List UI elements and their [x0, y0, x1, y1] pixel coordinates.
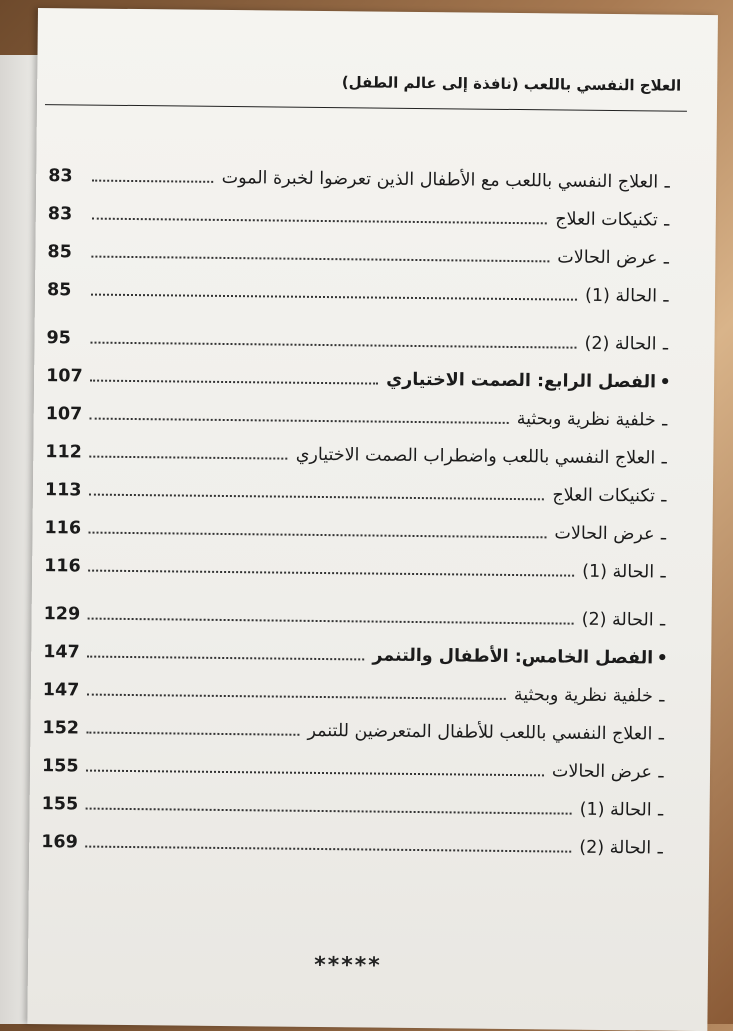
dot-leader [86, 808, 572, 815]
toc-row [44, 556, 672, 611]
toc-title: الحالة (1) [579, 799, 652, 821]
dot-leader [91, 294, 577, 301]
dot-leader [92, 180, 213, 183]
toc-row [48, 166, 676, 211]
toc-row [47, 242, 675, 287]
chapter-bullet: • [656, 648, 668, 669]
item-dash: ـ [660, 524, 667, 545]
dot-leader [90, 342, 576, 349]
toc-title: الحالة (2) [581, 609, 654, 631]
item-dash: ـ [663, 248, 670, 269]
page-number: 147 [43, 642, 80, 663]
running-head: العلاج النفسي باللعب (نافذة إلى عالم الطفل) [341, 73, 682, 95]
toc-row [45, 442, 673, 487]
toc-row [44, 518, 672, 563]
toc-row [42, 756, 670, 801]
toc-title: خلفية نظرية وبحثية [516, 409, 656, 431]
item-dash: ـ [657, 838, 663, 859]
toc-title: الحالة (1) [585, 285, 658, 307]
item-dash: ـ [661, 448, 667, 469]
dot-leader [92, 218, 547, 225]
item-dash: ـ [660, 562, 666, 583]
item-dash: ـ [664, 210, 670, 231]
item-dash: ـ [659, 610, 666, 631]
item-dash: ـ [662, 410, 668, 431]
dot-leader [85, 846, 571, 853]
page-number: 169 [41, 832, 78, 853]
page-number: 152 [42, 718, 80, 739]
toc-title: العلاج النفسي باللعب للأطفال المتعرضين للتنمر [307, 720, 653, 745]
page-number: 147 [42, 680, 80, 701]
dot-leader [88, 618, 574, 625]
toc-title: العلاج النفسي باللعب مع الأطفال الذين تعرضوا لخبرة الموت [221, 167, 659, 193]
dot-leader [86, 770, 544, 777]
dot-leader [88, 570, 574, 577]
dot-leader [90, 380, 378, 385]
header-rule [45, 104, 687, 112]
item-dash: ـ [663, 286, 669, 307]
item-dash: ـ [662, 334, 669, 355]
page-number: 155 [41, 794, 79, 815]
item-dash: ـ [658, 724, 665, 745]
toc-row [43, 680, 671, 725]
page-number: 83 [47, 204, 73, 225]
dot-leader [86, 732, 299, 736]
dot-leader [87, 694, 506, 700]
toc-title: العلاج النفسي باللعب واضطراب الصمت الاختياري [295, 444, 656, 469]
page-number: 85 [47, 242, 72, 263]
toc-title: الفصل الخامس: الأطفال والتنمر [372, 645, 654, 669]
dot-leader [91, 256, 549, 263]
item-dash: ـ [664, 172, 670, 193]
toc-title: تكنيكات العلاج [552, 485, 656, 507]
page-number: 107 [46, 366, 83, 387]
chapter-bullet: • [659, 372, 671, 393]
dot-leader [88, 532, 546, 539]
item-dash: ـ [658, 762, 664, 783]
item-dash: ـ [661, 486, 667, 507]
toc-title: عرض الحالات [554, 523, 655, 545]
toc-title: الحالة (1) [582, 561, 655, 583]
toc-title: الفصل الرابع: الصمت الاختياري [386, 369, 657, 393]
toc-row [47, 280, 675, 335]
toc-row [41, 832, 669, 877]
end-mark: ***** [314, 952, 382, 979]
page-number: 116 [44, 518, 82, 539]
toc-title: تكنيكات العلاج [555, 209, 658, 231]
toc-row [41, 794, 669, 839]
page-number: 85 [46, 280, 72, 301]
toc-row [42, 718, 670, 763]
page-number: 129 [43, 604, 81, 625]
dot-leader [89, 494, 544, 501]
toc-row [45, 404, 673, 449]
item-dash: ـ [659, 686, 665, 707]
table-of-contents [41, 166, 676, 877]
toc-row [45, 480, 673, 525]
toc-chapter-row [43, 642, 671, 687]
toc-row [46, 328, 674, 373]
dot-leader [87, 656, 364, 661]
toc-title: الحالة (2) [579, 837, 652, 859]
toc-row [48, 204, 676, 249]
page-number: 95 [46, 328, 72, 349]
page-number: 113 [44, 480, 82, 501]
dot-leader [90, 418, 509, 424]
page-number: 107 [45, 404, 83, 425]
page-number: 116 [44, 556, 81, 577]
toc-title: خلفية نظرية وبحثية [513, 685, 653, 707]
page-number: 155 [41, 756, 79, 777]
toc-title: عرض الحالات [557, 247, 658, 269]
page-number: 83 [48, 166, 73, 187]
toc-row [43, 604, 671, 649]
toc-chapter-row [46, 366, 674, 411]
page-number: 112 [45, 442, 82, 463]
toc-title: عرض الحالات [551, 761, 653, 783]
item-dash: ـ [657, 800, 664, 821]
dot-leader [89, 456, 287, 460]
toc-title: الحالة (2) [584, 333, 657, 355]
book-page [27, 8, 718, 1031]
